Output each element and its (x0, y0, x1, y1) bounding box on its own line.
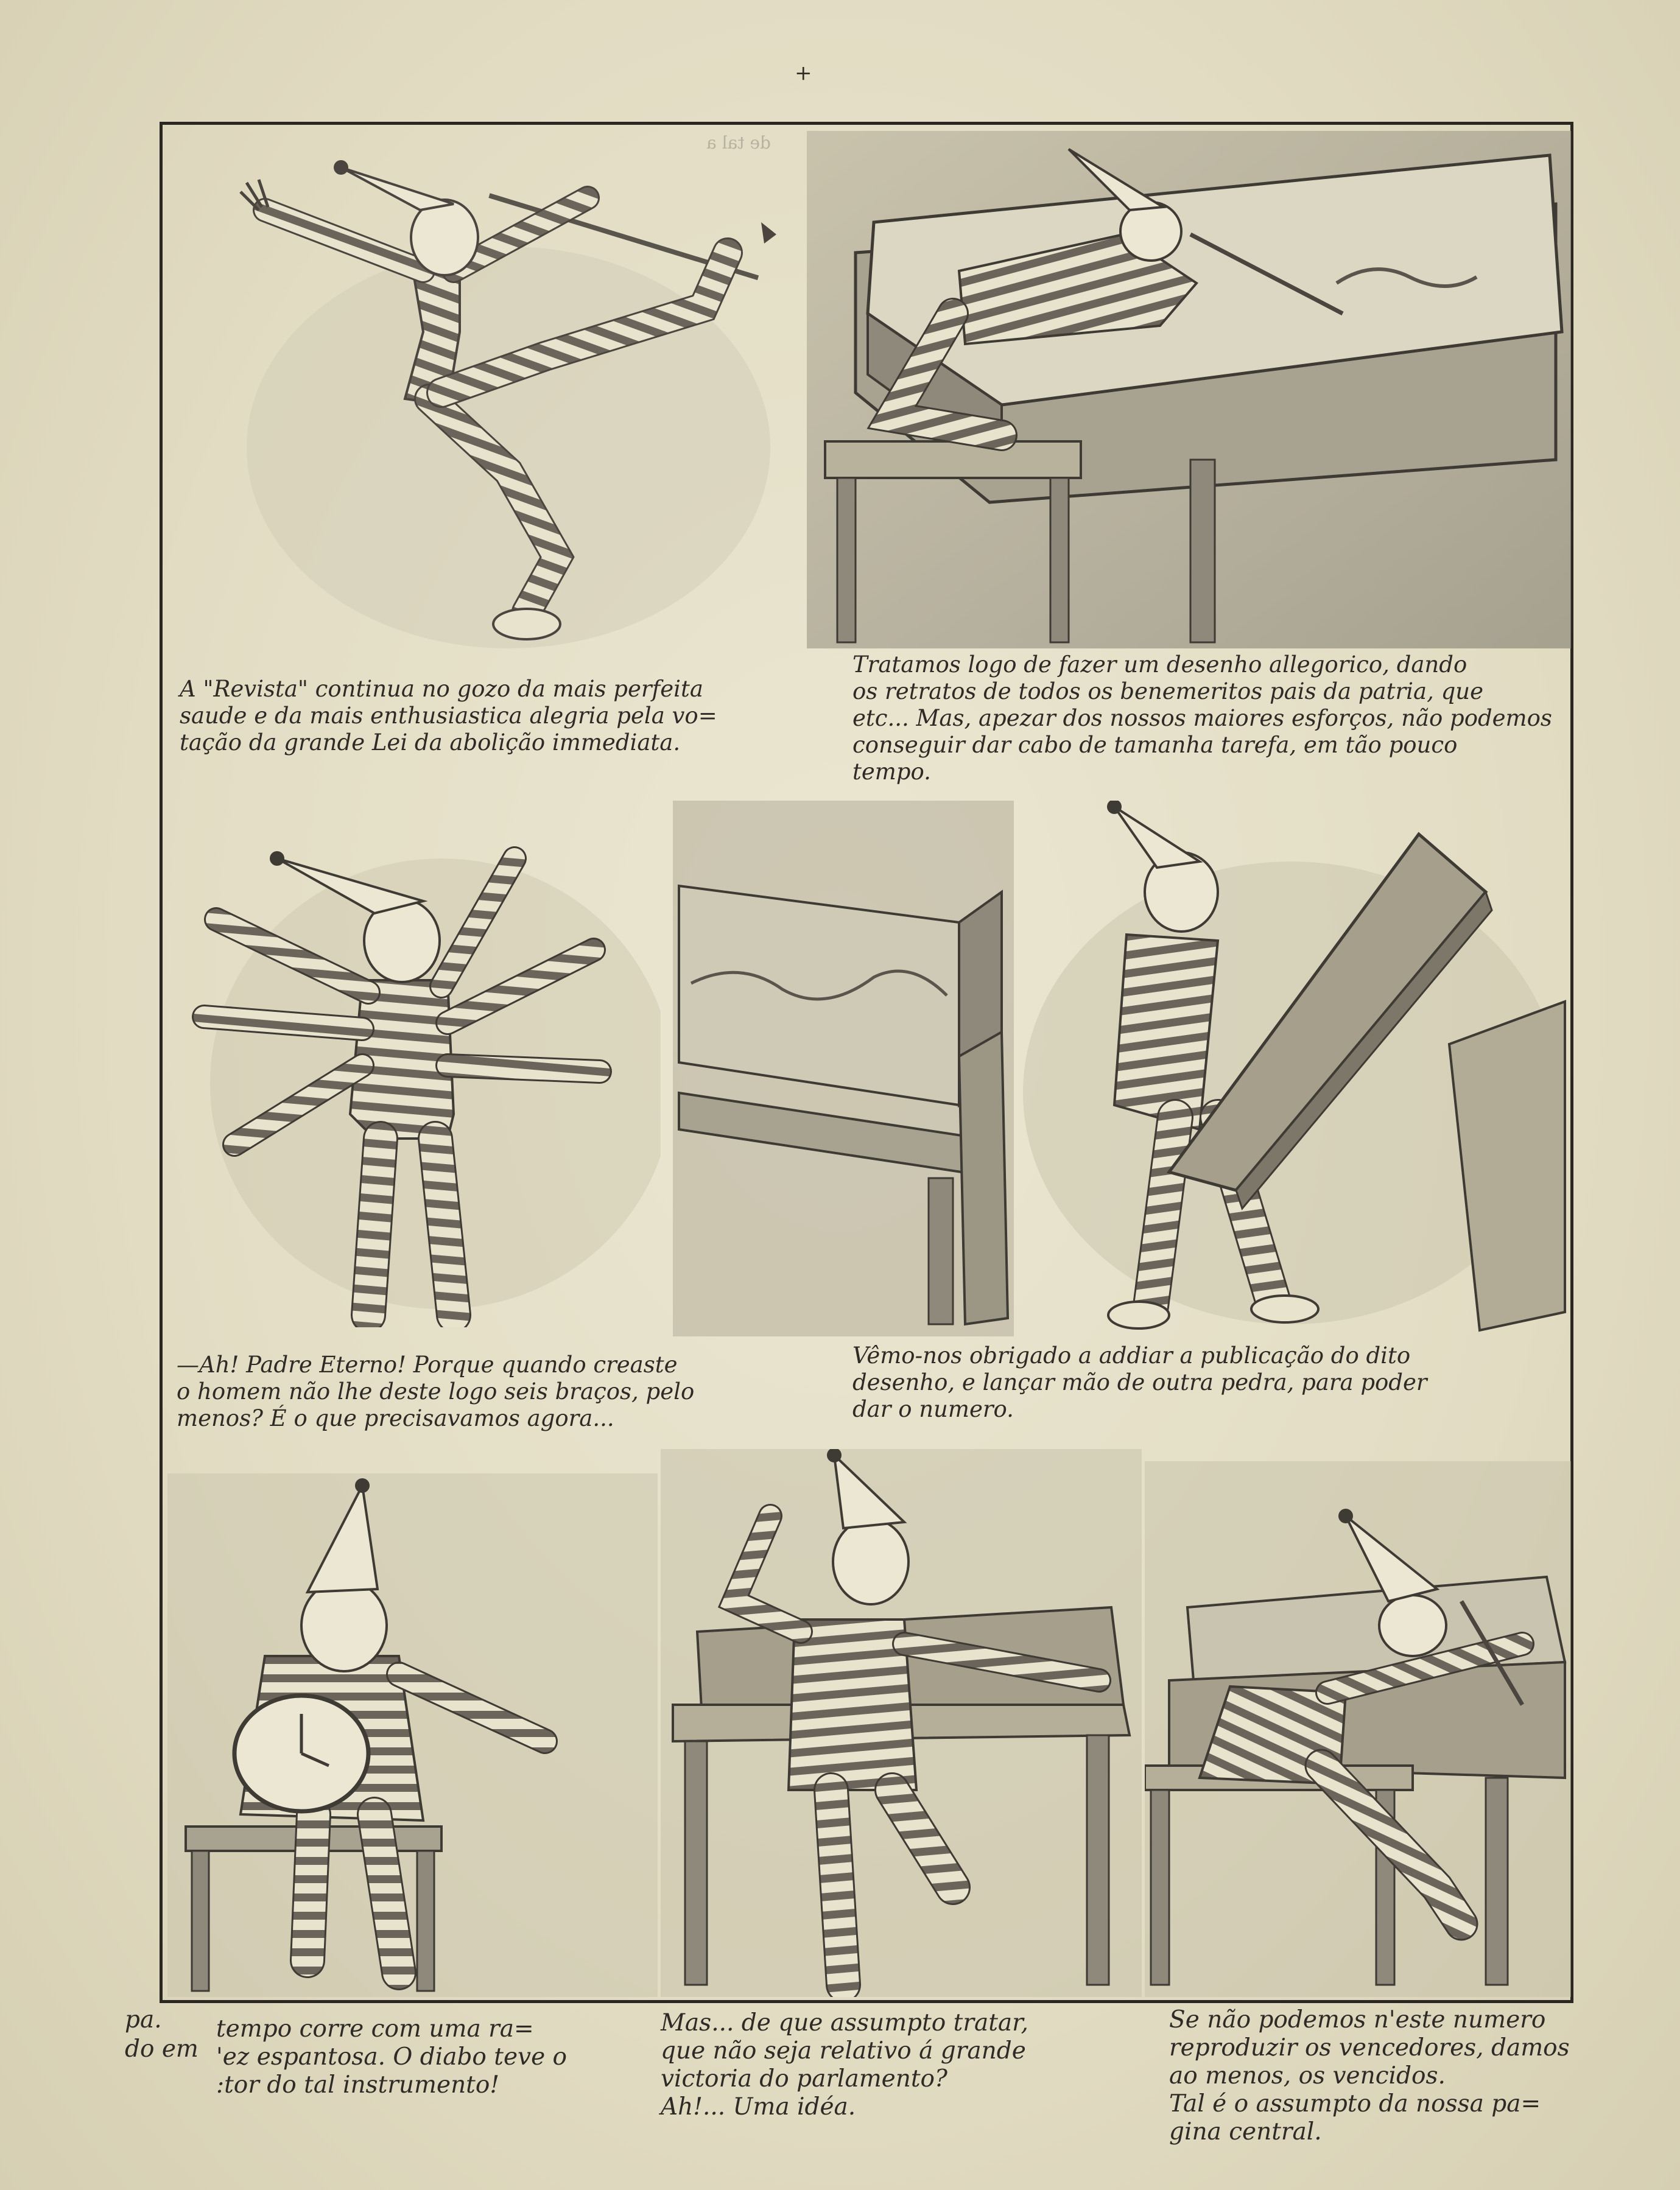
caption-panel-8: Se não podemos n'este numero reproduzir os vencedores, damos ao menos, os vencidos. Tal é o assumpto da nossa pa= gina central. (1169, 2006, 1570, 2146)
caption-panel-1: A "Revista" continua no gozo da mais perfeita saude e da mais enthusiastica alegria pela vo= tação da grande Lei da abolição immediata. (180, 676, 717, 756)
caption-panel-6: tempo corre com uma ra= 'ez espantosa. O diabo teve o :tor do tal instrumento! (216, 2015, 568, 2099)
caption-panel-4: Vêmo-nos obrigado a addiar a publicação do dito desenho, e lançar mão de outra pedra, para poder dar o numero. (852, 1342, 1427, 1422)
mirror-text: de tal a (706, 133, 771, 153)
caption-panel-7: Mas... de que assumpto tratar, que não seja relativo á grande victoria do parlamento? Ah!... Uma idéa. (661, 2009, 1028, 2121)
caption-panel-3: —Ah! Padre Eterno! Porque quando creaste o homem não lhe deste logo seis braços, pelo menos? É o que precisavamos agora... (177, 1352, 695, 1431)
panel-jester-with-pen (167, 131, 801, 667)
caption-panel-2: Tratamos logo de fazer um desenho allegorico, dando os retratos de todos os benemeritos pais da patria, que etc... Mas, apezar dos nossos maiores esforços, não podemos conseguir dar cabo de tamanha tarefa, em tão pouco tempo. (852, 651, 1552, 785)
panel-jester-with-clock (167, 1473, 658, 1997)
panel-jester-carrying-stone (1017, 801, 1571, 1336)
panel-jester-at-desk (807, 131, 1571, 648)
top-mark: + (795, 61, 812, 85)
margin-fragment-bottom: do em (125, 2035, 199, 2063)
panel-desk-with-stone (673, 801, 1014, 1336)
panel-jester-drawing (1145, 1461, 1571, 1997)
margin-fragment-top: pa. (125, 2006, 162, 2034)
panel-jester-thinking (661, 1449, 1142, 1997)
panel-jester-many-arms (167, 810, 661, 1327)
